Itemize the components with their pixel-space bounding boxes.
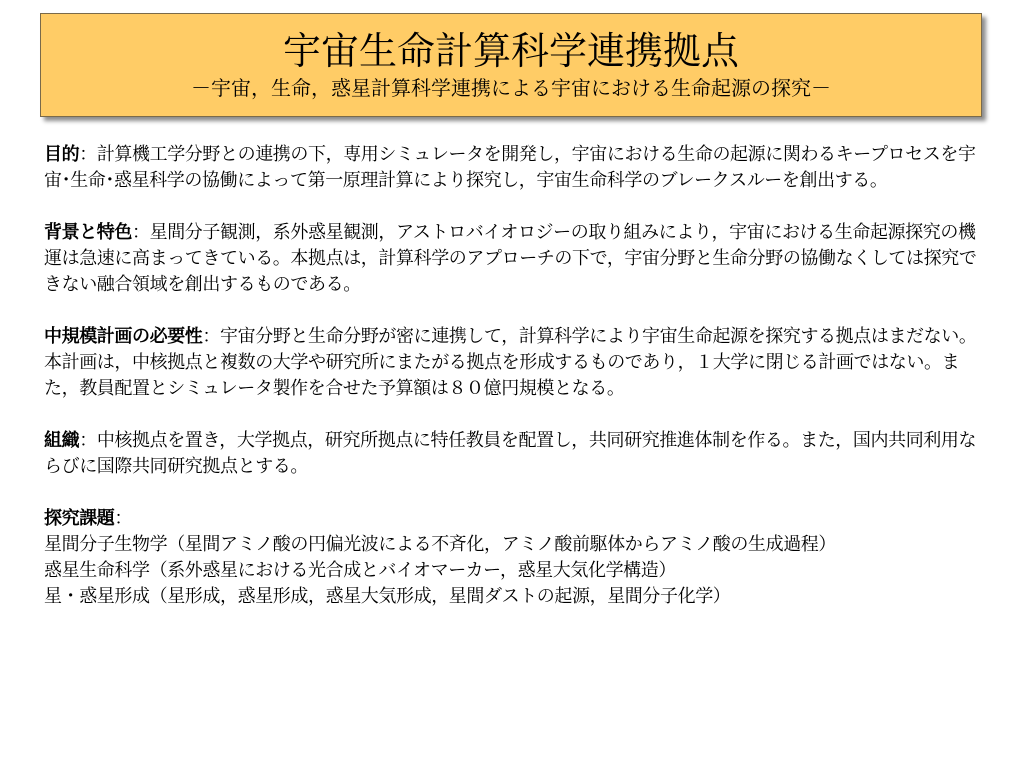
slide-title: 宇宙生命計算科学連携拠点	[282, 29, 739, 73]
necessity-separator: ：	[202, 326, 221, 347]
necessity-paragraph	[44, 324, 979, 402]
topics-label: 探究課題	[44, 508, 115, 529]
background-label: 背景と特色	[44, 222, 132, 243]
background-paragraph	[44, 220, 979, 298]
organization-paragraph	[44, 428, 979, 480]
purpose-paragraph	[44, 142, 979, 194]
purpose-label: 目的	[44, 144, 80, 165]
topics-heading	[44, 506, 979, 532]
title-banner	[40, 13, 982, 117]
organization-label: 組織	[44, 430, 80, 451]
organization-text: 中核拠点を置き，大学拠点，研究所拠点に特任教員を配置し，共同研究推進体制を作る。また，国内共同利用ならびに国際共同研究拠点とする。	[44, 430, 977, 477]
necessity-label: 中規模計画の必要性	[44, 326, 203, 347]
background-separator: ：	[132, 222, 150, 243]
topics-paragraph	[44, 506, 979, 610]
purpose-separator: ：	[79, 144, 97, 165]
topics-separator: ：	[114, 508, 133, 529]
necessity-text: 宇宙分野と生命分野が密に連携して，計算科学により宇宙生命起源を探究する拠点はまだない。本計画は，中核拠点と複数の大学や研究所にまたがる拠点を形成するものであり，１大学に閉じる計画ではない。また，教員配置とシミュレータ製作を合せた予算額は８０億円規模となる。	[44, 326, 977, 399]
purpose-text: 計算機工学分野との連携の下，専用シミュレータを開発し，宇宙における生命の起源に関わるキープロセスを宇宙･生命･惑星科学の協働によって第一原理計算により探究し，宇宙生命科学のブレークスルーを創出する。	[44, 144, 976, 191]
slide-body	[44, 142, 979, 610]
topic-item: 星・惑星形成（星形成，惑星形成，惑星大気形成，星間ダストの起源，星間分子化学）	[44, 586, 731, 607]
topic-item: 惑星生命科学（系外惑星における光合成とバイオマーカー，惑星大気化学構造）	[44, 560, 676, 581]
slide-subtitle: －宇宙，生命，惑星計算科学連携による宇宙における生命起源の探究－	[191, 76, 831, 100]
background-text: 星間分子観測，系外惑星観測，アストロバイオロジーの取り組みにより，宇宙における生命起源探究の機運は急速に高まってきている。本拠点は，計算科学のアプローチの下で，宇宙分野と生命分野の協働なくしては探究できない融合領域を創出するものである。	[44, 222, 977, 295]
organization-separator: ：	[79, 430, 97, 451]
topic-item: 星間分子生物学（星間アミノ酸の円偏光波による不斉化，アミノ酸前駆体からアミノ酸の生成過程）	[44, 534, 836, 555]
